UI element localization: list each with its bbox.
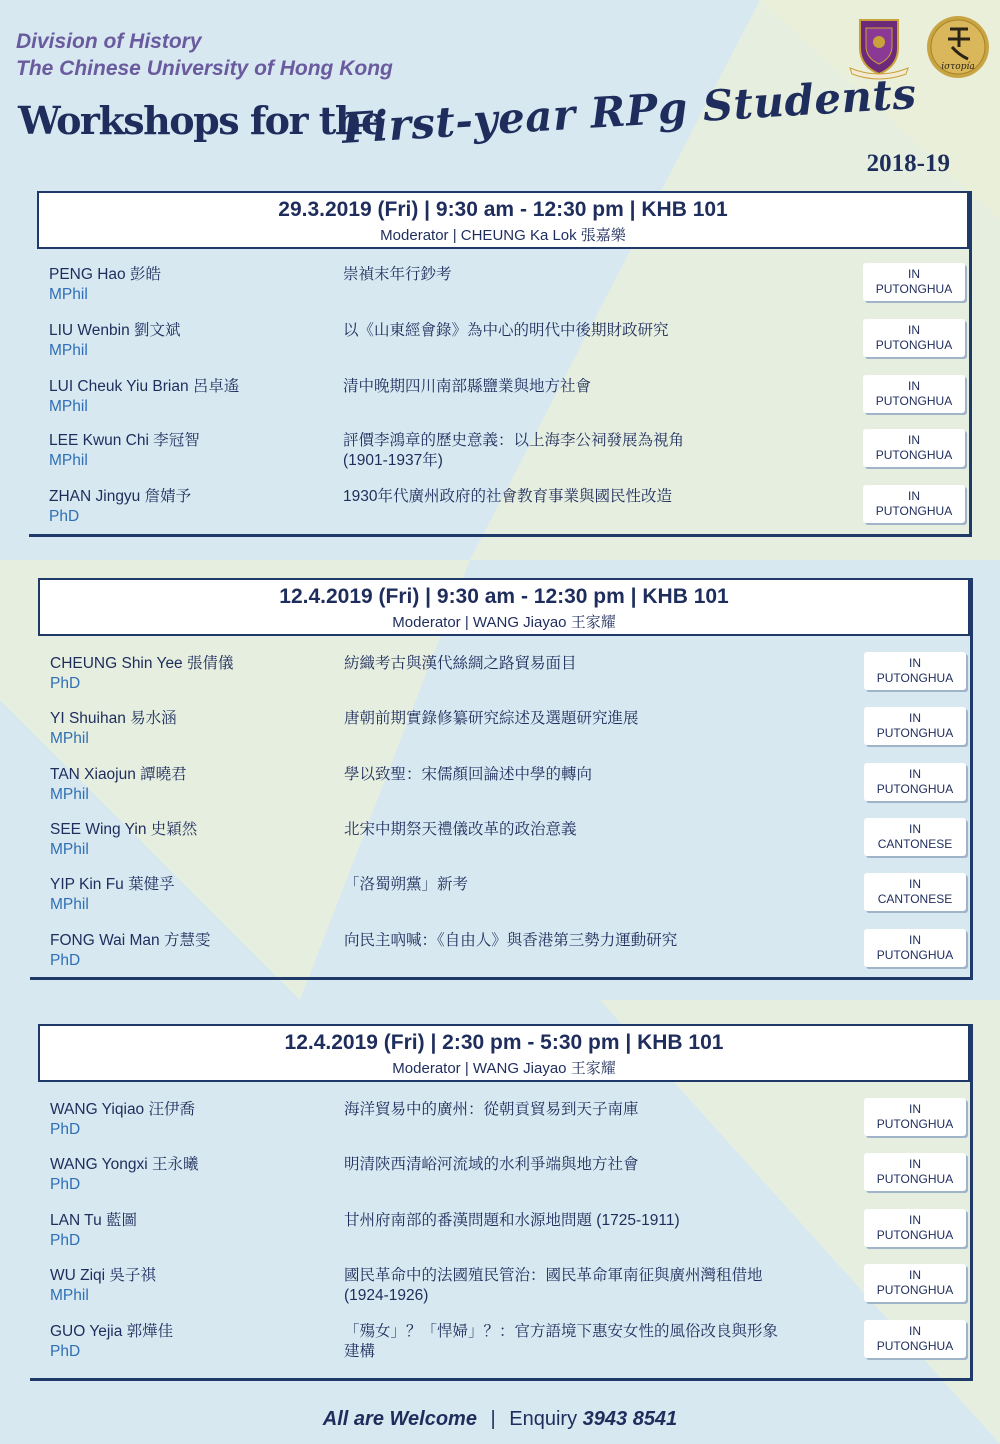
language-badge-line2: PUTONGHUA xyxy=(875,282,953,296)
list-item xyxy=(29,321,969,371)
language-badge-line1: IN xyxy=(908,379,920,393)
language-badge-line1: IN xyxy=(909,656,921,670)
session-moderator: Moderator | CHEUNG Ka Lok 張嘉樂 xyxy=(380,227,626,244)
list-item xyxy=(30,931,970,981)
presenter-name: PENG Hao 彭皓 xyxy=(49,266,161,283)
language-badge xyxy=(863,485,965,523)
medal-text: iστopía xyxy=(941,62,975,72)
session-moderator: Moderator | WANG Jiayao 王家耀 xyxy=(392,614,616,631)
language-badge-line1: IN xyxy=(908,267,920,281)
language-badge xyxy=(864,929,966,967)
presenter-topic: 崇禎末年行鈔考 xyxy=(343,266,452,283)
presenter-topic: 紡織考古與漢代絲綢之路貿易面目 xyxy=(344,655,577,672)
presenter-degree: MPhil xyxy=(49,286,88,303)
language-badge-line2: PUTONGHUA xyxy=(876,1283,954,1297)
session-datetime: 12.4.2019 (Fri) | 2:30 pm - 5:30 pm | KHB 101 xyxy=(284,1031,724,1054)
language-badge-line2: PUTONGHUA xyxy=(876,1117,954,1131)
presenter-name: YI Shuihan 易水涵 xyxy=(50,710,177,727)
session-2 xyxy=(30,578,973,980)
language-badge-line1: IN xyxy=(909,1268,921,1282)
university-name: The Chinese University of Hong Kong xyxy=(16,57,393,80)
presenter-topic: 1930年代廣州政府的社會教育事業與國民性改造 xyxy=(343,488,672,505)
presenter-topic: 「洛蜀朔黨」新考 xyxy=(344,876,469,893)
title-script: First-year RPg Students xyxy=(340,68,918,153)
list-item xyxy=(30,820,970,870)
language-badge-line1: IN xyxy=(909,767,921,781)
presenter-name: SEE Wing Yin 史穎然 xyxy=(50,821,198,838)
language-badge-line2: PUTONGHUA xyxy=(876,671,954,685)
list-item xyxy=(29,431,969,481)
presenter-name: TAN Xiaojun 譚曉君 xyxy=(50,766,187,783)
language-badge-line1: IN xyxy=(909,877,921,891)
language-badge-line1: IN xyxy=(909,1102,921,1116)
presenter-topic: 海洋貿易中的廣州：從朝貢貿易到天子南庫 xyxy=(344,1101,639,1118)
language-badge xyxy=(864,707,966,745)
list-item xyxy=(30,1211,970,1261)
presenter-degree: MPhil xyxy=(50,1287,89,1304)
title-main: Workshops for the xyxy=(18,98,384,143)
language-badge-line2: CANTONESE xyxy=(877,892,953,906)
language-badge-line2: PUTONGHUA xyxy=(876,726,954,740)
presenter-name: WANG Yiqiao 汪伊喬 xyxy=(50,1101,195,1118)
list-item xyxy=(30,1100,970,1150)
presenter-degree: MPhil xyxy=(50,896,89,913)
list-item xyxy=(29,377,969,427)
presenter-name: YIP Kin Fu 葉健孚 xyxy=(50,876,175,893)
language-badge-line1: IN xyxy=(909,1324,921,1338)
enquiry-label: Enquiry xyxy=(509,1408,578,1430)
language-badge xyxy=(863,429,965,467)
language-badge-line2: PUTONGHUA xyxy=(876,1339,954,1353)
language-badge-line2: PUTONGHUA xyxy=(876,1172,954,1186)
list-item xyxy=(30,765,970,815)
list-item xyxy=(30,1155,970,1205)
footer-separator: | xyxy=(490,1408,496,1430)
language-badge-line2: PUTONGHUA xyxy=(876,948,954,962)
presenter-name: GUO Yejia 郭燁佳 xyxy=(50,1323,174,1340)
presenter-topic: 「殤女」？「悍婦」？：官方語境下惠安女性的風俗改良與形象建構 xyxy=(344,1323,779,1360)
list-item xyxy=(29,265,969,315)
language-badge xyxy=(863,319,965,357)
presenter-name: FONG Wai Man 方慧雯 xyxy=(50,932,211,949)
session-datetime: 29.3.2019 (Fri) | 9:30 am - 12:30 pm | KHB 101 xyxy=(278,198,728,221)
language-badge xyxy=(864,1320,966,1358)
language-badge-line1: IN xyxy=(909,933,921,947)
list-item xyxy=(30,1266,970,1316)
language-badge xyxy=(864,763,966,801)
presenter-topic: 評價李鴻章的歷史意義：以上海李公祠發展為視角 (1901-1937年) xyxy=(343,432,685,469)
presenter-topic: 甘州府南部的番漢問題和水源地問題 (1725-1911) xyxy=(344,1212,680,1229)
presenter-degree: MPhil xyxy=(50,730,89,747)
language-badge-line1: IN xyxy=(909,822,921,836)
presenter-topic: 清中晚期四川南部縣鹽業與地方社會 xyxy=(343,378,592,395)
language-badge-line1: IN xyxy=(909,1157,921,1171)
list-item xyxy=(30,654,970,704)
language-badge-line2: PUTONGHUA xyxy=(875,338,953,352)
presenter-name: ZHAN Jingyu 詹婧予 xyxy=(49,488,192,505)
presenter-topic: 唐朝前期實錄修纂研究綜述及選題研究進展 xyxy=(344,710,639,727)
presenter-degree: PhD xyxy=(49,508,80,525)
logos xyxy=(846,14,990,80)
presenter-topic: 學以致聖：宋儒顏回論述中學的轉向 xyxy=(344,766,593,783)
list-item xyxy=(30,875,970,925)
enquiry-phone: 3943 8541 xyxy=(582,1408,678,1430)
session-1 xyxy=(29,191,972,537)
istoria-medal-icon xyxy=(926,15,990,79)
list-item xyxy=(30,709,970,759)
presenter-name: LUI Cheuk Yiu Brian 呂卓遙 xyxy=(49,378,240,395)
session-datetime: 12.4.2019 (Fri) | 9:30 am - 12:30 pm | KHB 101 xyxy=(279,585,729,608)
list-item xyxy=(29,487,969,537)
list-item xyxy=(30,1322,970,1372)
presenter-name: CHEUNG Shin Yee 張倩儀 xyxy=(50,655,234,672)
language-badge-line1: IN xyxy=(908,323,920,337)
language-badge-line1: IN xyxy=(909,1213,921,1227)
language-badge xyxy=(864,818,966,856)
language-badge-line2: PUTONGHUA xyxy=(875,394,953,408)
language-badge xyxy=(863,263,965,301)
session-3 xyxy=(30,1024,973,1381)
presenter-degree: MPhil xyxy=(50,786,89,803)
footer xyxy=(0,1408,1000,1431)
presenter-degree: PhD xyxy=(50,1232,81,1249)
presenter-topic: 北宋中期祭天禮儀改革的政治意義 xyxy=(344,821,577,838)
presenter-name: WANG Yongxi 王永曦 xyxy=(50,1156,199,1173)
presenter-degree: PhD xyxy=(50,675,81,692)
session-header xyxy=(38,1024,970,1082)
language-badge xyxy=(864,873,966,911)
session-moderator: Moderator | WANG Jiayao 王家耀 xyxy=(392,1060,616,1077)
division-name: Division of History xyxy=(16,30,202,53)
presenter-name: LAN Tu 藍圖 xyxy=(50,1212,137,1229)
presenter-degree: PhD xyxy=(50,952,81,969)
language-badge-line2: PUTONGHUA xyxy=(876,1228,954,1242)
presenter-degree: PhD xyxy=(50,1121,81,1138)
title-year: 2018-19 xyxy=(866,150,950,177)
language-badge-line1: IN xyxy=(908,489,920,503)
presenter-name: LIU Wenbin 劉文斌 xyxy=(49,322,181,339)
presenter-name: LEE Kwun Chi 李冠智 xyxy=(49,432,200,449)
presenter-degree: MPhil xyxy=(49,452,88,469)
header xyxy=(16,28,393,82)
presenter-degree: MPhil xyxy=(49,342,88,359)
session-header xyxy=(37,191,969,249)
language-badge xyxy=(863,375,965,413)
language-badge xyxy=(864,1098,966,1136)
language-badge-line2: CANTONESE xyxy=(877,837,953,851)
language-badge-line2: PUTONGHUA xyxy=(875,448,953,462)
presenter-degree: MPhil xyxy=(50,841,89,858)
session-header xyxy=(38,578,970,636)
presenter-degree: PhD xyxy=(50,1343,81,1360)
language-badge-line1: IN xyxy=(909,711,921,725)
presenter-topic: 向民主吶喊：《自由人》與香港第三勢力運動研究 xyxy=(344,932,678,949)
language-badge xyxy=(864,1264,966,1302)
welcome-text: All are Welcome xyxy=(322,1408,477,1430)
language-badge-line2: PUTONGHUA xyxy=(876,782,954,796)
presenter-degree: PhD xyxy=(50,1176,81,1193)
language-badge xyxy=(864,1153,966,1191)
presenter-topic: 國民革命中的法國殖民管治：國民革命軍南征與廣州灣租借地 (1924-1926) xyxy=(344,1267,763,1304)
language-badge xyxy=(864,652,966,690)
presenter-degree: MPhil xyxy=(49,398,88,415)
presenter-topic: 明清陝西清峪河流域的水利爭端與地方社會 xyxy=(344,1156,639,1173)
language-badge-line1: IN xyxy=(908,433,920,447)
presenter-topic: 以《山東經會錄》為中心的明代中後期財政研究 xyxy=(343,322,669,339)
language-badge-line2: PUTONGHUA xyxy=(875,504,953,518)
presenter-name: WU Ziqi 吳子祺 xyxy=(50,1267,156,1284)
language-badge xyxy=(864,1209,966,1247)
